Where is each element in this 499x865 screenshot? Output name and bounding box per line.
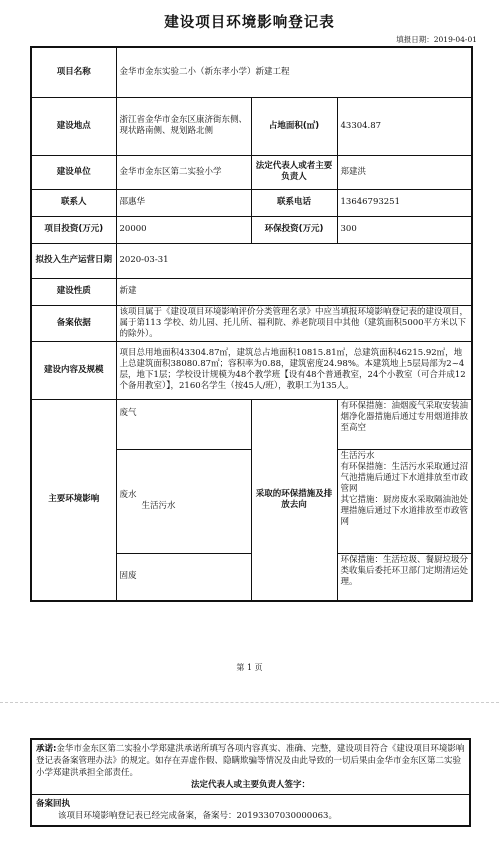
receipt-label: 备案回执	[36, 799, 71, 809]
fill-date: 填报日期：2019-04-01	[396, 35, 477, 44]
commitment-text: 金华市金东区第二实验小学郑建洪承诺所填写各项内容真实、准确、完整，建设项目符合《建设项目环境影响登记表备案管理办法》的规定。如存在弄虚作假、隐瞒欺骗等情况及由此导致的一切后果由金华市金东区第二实验小学郑建洪承担全部责任。	[36, 744, 465, 778]
receipt-cell	[31, 795, 470, 827]
basis-label: 备案依据	[31, 305, 116, 341]
nature-label: 建设性质	[31, 278, 116, 305]
content-value: 项目总用地面积43304.87㎡，建筑总占地面积10815.81㎡，总建筑面积46215.92㎡，地上总建筑面积38080.87㎡；容积率为0.88，建筑密度24.98%。本建筑地上5层局部为2~4层，地下1层；学校设计规模为48个教学班【设有48个普通教室，24个小教室（可合并成12个备用教室）】，2160名学生（按45人/班），教职工为135人。	[116, 341, 472, 399]
receipt-text: 该项目环境影响登记表已经完成备案，备案号：20193307030000063。	[58, 811, 337, 821]
area-value: 43304.87	[337, 97, 472, 155]
impact-water-sub: 生活污水	[141, 501, 176, 511]
investment-label: 项目投资(万元)	[31, 216, 116, 243]
phone-label: 联系电话	[251, 189, 337, 216]
commitment-cell	[31, 739, 470, 795]
page-separator	[0, 702, 499, 704]
investment-value: 20000	[116, 216, 251, 243]
project-name-label: 项目名称	[31, 47, 116, 97]
env-investment-label: 环保投资(万元)	[251, 216, 337, 243]
legal-rep-value: 郑建洪	[337, 155, 472, 189]
impact-gas: 废气	[116, 399, 251, 449]
contact-value: 邵惠华	[116, 189, 251, 216]
document-title: 建设项目环境影响登记表	[164, 15, 335, 31]
unit-value: 金华市金东区第二实验小学	[116, 155, 251, 189]
impact-water: 废水	[119, 490, 137, 500]
measure-gas: 有环保措施：油烟废气采取安装油烟净化器措施后通过专用烟道排放至高空	[337, 399, 472, 449]
phone-value: 13646793251	[337, 189, 472, 216]
impact-label: 主要环境影响	[31, 399, 116, 601]
operation-date-value: 2020-03-31	[116, 243, 472, 278]
measure-solid: 环保措施：生活垃圾、餐厨垃圾分类收集后委托环卫部门定期清运处理。	[337, 553, 472, 601]
env-investment-value: 300	[337, 216, 472, 243]
signature-label: 法定代表人或主要负责人签字：	[190, 780, 310, 790]
measures-label: 采取的环保措施及排放去向	[251, 399, 337, 601]
nature-value: 新建	[116, 278, 472, 305]
impact-water-cell	[116, 449, 251, 553]
content-label: 建设内容及规模	[31, 341, 116, 399]
area-label: 占地面积(㎡)	[251, 97, 337, 155]
location-label: 建设地点	[31, 97, 116, 155]
basis-value: 该项目属于《建设项目环境影响评价分类管理名录》中应当填报环境影响登记表的建设项目，属于第113 学校、幼儿园、托儿所、福利院、养老院项目中其他（建筑面积5000平方米以下的除外）。	[116, 305, 472, 341]
location-value: 浙江省金华市金东区康济街东侧、现状路南侧、规划路北侧	[116, 97, 251, 155]
operation-date-label: 拟投入生产运营日期	[31, 243, 116, 278]
registration-table	[30, 46, 473, 602]
measure-water: 生活污水 有环保措施：生活污水采取通过沼气池措施后通过下水道排放至市政管网 其它措施：厨房废水采取隔油池处理措施后通过下水道排放至市政管网	[337, 449, 472, 553]
impact-solid: 固废	[116, 553, 251, 601]
unit-label: 建设单位	[31, 155, 116, 189]
legal-rep-label: 法定代表人或者主要负责人	[251, 155, 337, 189]
commitment-table	[30, 738, 471, 827]
page-number: 第 1 页	[236, 663, 263, 672]
commitment-label: 承诺:	[36, 744, 57, 754]
contact-label: 联系人	[31, 189, 116, 216]
project-name-value: 金华市金东实验二小（新东孝小学）新建工程	[116, 47, 472, 97]
